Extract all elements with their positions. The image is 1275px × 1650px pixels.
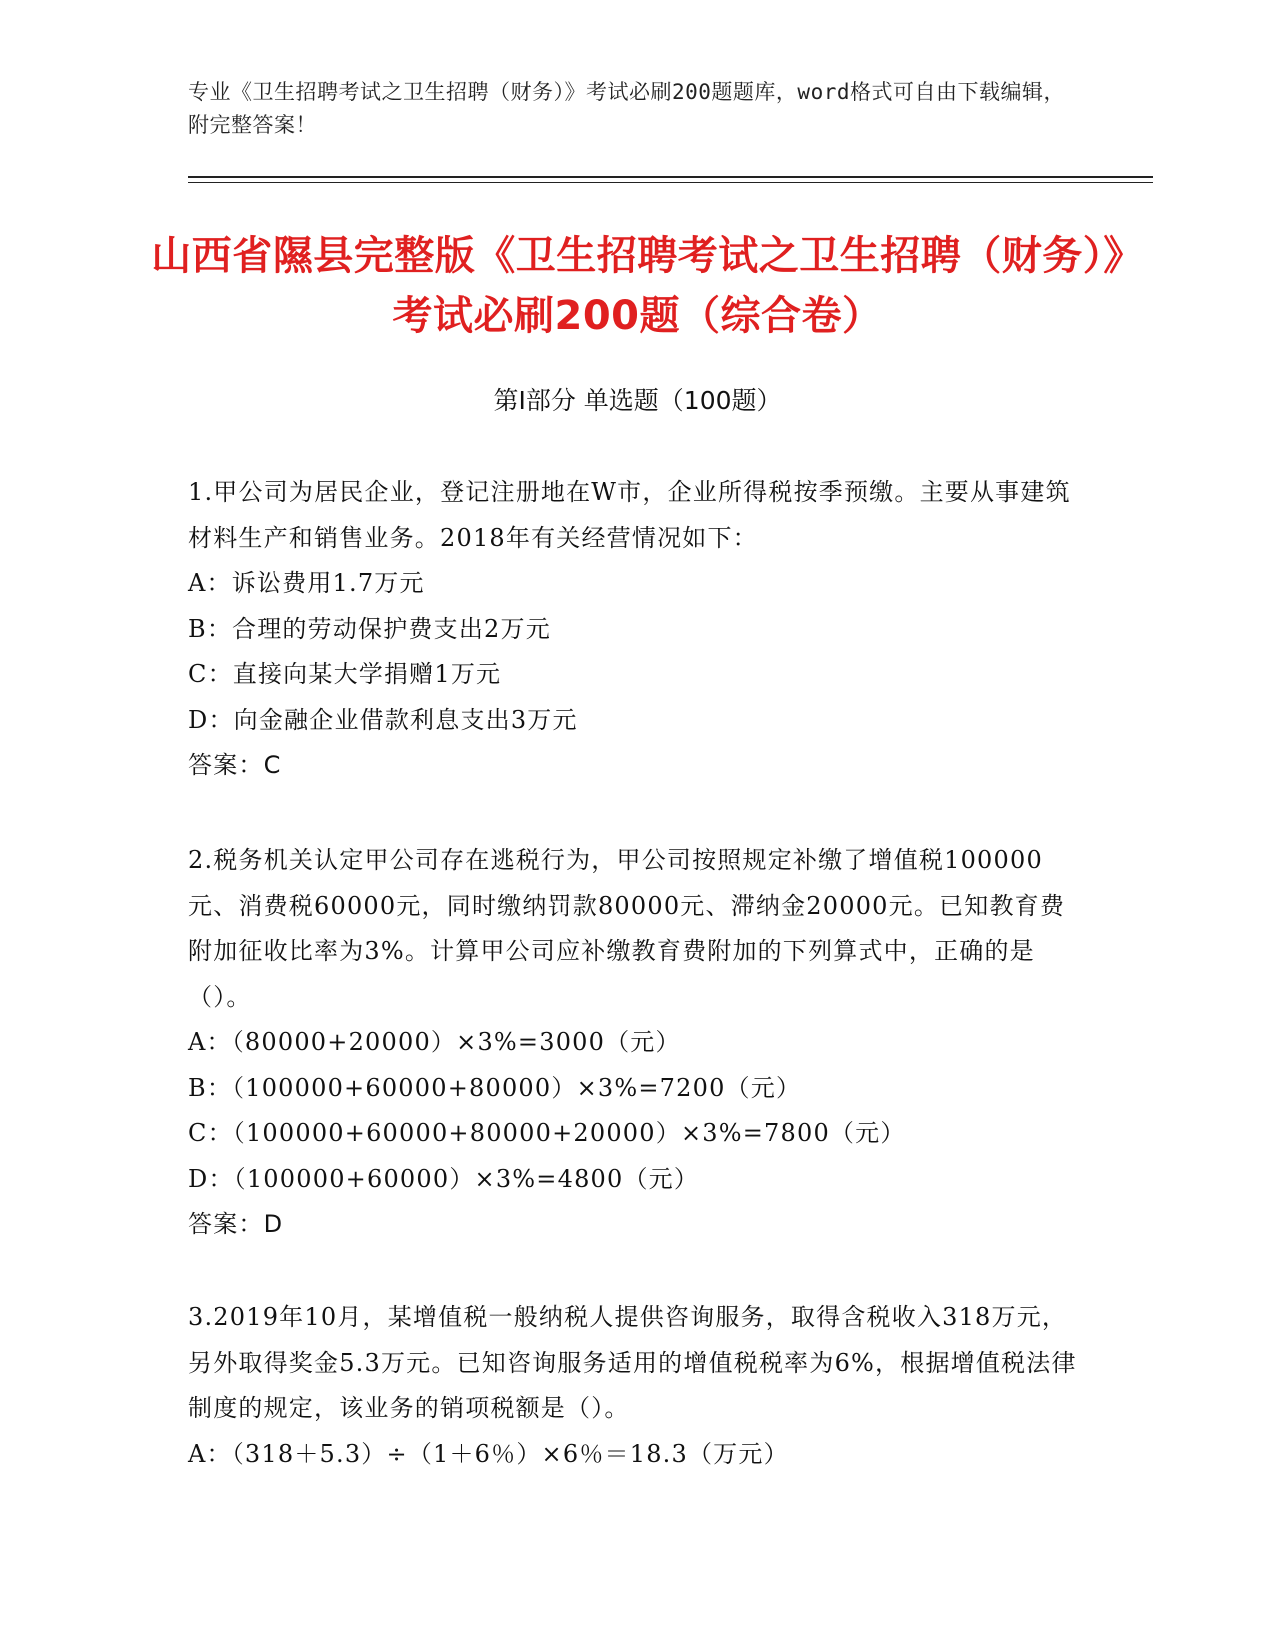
option-a: A：（318＋5.3）÷（1＋6％）×6％＝18.3（万元）	[188, 1439, 789, 1468]
option-c: C：直接向某大学捐赠1万元	[188, 660, 502, 688]
header-rule-thin	[188, 182, 1153, 183]
option-d: D：（100000+60000）×3%=4800（元）	[188, 1164, 700, 1193]
document-title: 山西省隰县完整版《卫生招聘考试之卫生招聘（财务）》考试必刷200题（综合卷）	[151, 233, 1124, 339]
header-rule-thick	[188, 176, 1153, 178]
question-1	[188, 470, 1088, 789]
question-stem: 3.2019年10月，某增值税一般纳税人提供咨询服务，取得含税收入318万元，另外取得奖金5.3万元。已知咨询服务适用的增值税税率为6%，根据增值税法律制度的规定，该业务的销项税额是（）。	[188, 1303, 1077, 1422]
option-c: C：（100000+60000+80000+20000）×3%=7800（元）	[188, 1119, 906, 1147]
question-stem: 2.税务机关认定甲公司存在逃税行为，甲公司按照规定补缴了增值税100000元、消费税60000元，同时缴纳罚款80000元、滞纳金20000元。已知教育费附加征收比率为3%。计算甲公司应补缴教育费附加的下列算式中，正确的是（）。	[188, 846, 1066, 1011]
question-3	[188, 1295, 1088, 1477]
option-b: B：合理的劳动保护费支出2万元	[188, 614, 551, 643]
option-b: B：（100000+60000+80000）×3%=7200（元）	[188, 1073, 802, 1102]
question-stem: 1.甲公司为居民企业，登记注册地在W市，企业所得税按季预缴。主要从事建筑材料生产和销售业务。2018年有关经营情况如下：	[188, 478, 1071, 552]
option-a: A：（80000+20000）×3%=3000（元）	[188, 1028, 681, 1056]
answer: 答案：C	[188, 751, 282, 779]
question-2	[188, 838, 1088, 1248]
header-note: 专业《卫生招聘考试之卫生招聘（财务）》考试必刷200题题库，word格式可自由下载编辑，附完整答案！	[188, 80, 1065, 137]
option-d: D：向金融企业借款利息支出3万元	[188, 705, 578, 734]
section-title: 第Ⅰ部分 单选题（100题）	[493, 386, 782, 415]
answer: 答案：D	[188, 1210, 284, 1238]
option-a: A：诉讼费用1.7万元	[188, 569, 425, 597]
